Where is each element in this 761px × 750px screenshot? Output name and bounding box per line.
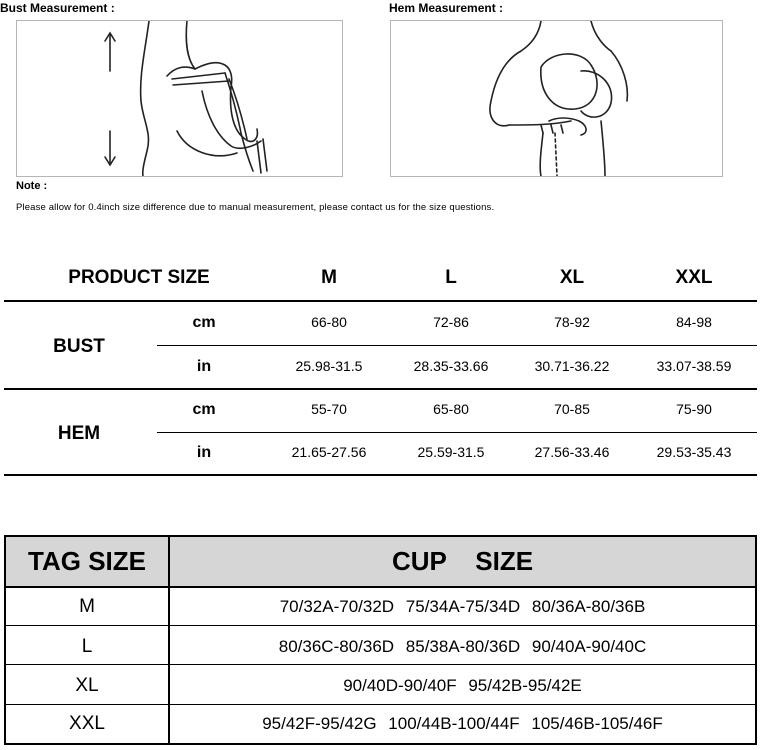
size-header-l: L bbox=[445, 267, 457, 288]
tag-size-cell: XXL bbox=[69, 713, 105, 734]
product-size-table bbox=[4, 252, 757, 478]
table-cell: 21.65-27.56 bbox=[291, 444, 367, 460]
table-cell: 65-80 bbox=[433, 401, 469, 417]
table-cell: 30.71-36.22 bbox=[534, 358, 610, 374]
cup-size-cell: 80/36C-80/36D 85/38A-80/36D 90/40A-90/40C bbox=[278, 637, 647, 656]
unit-label: in bbox=[196, 444, 212, 461]
hem-measurement-illustration bbox=[390, 20, 723, 177]
cup-size-table bbox=[4, 535, 757, 745]
table-cell: 33.07-38.59 bbox=[656, 358, 732, 374]
unit-label: in bbox=[196, 358, 212, 375]
table-cell: 72-86 bbox=[433, 314, 469, 330]
group-label-hem: HEM bbox=[57, 423, 101, 444]
bust-measurement-label: Bust Measurement : bbox=[0, 1, 115, 15]
cup-size-cell: 90/40D-90/40F 95/42B-95/42E bbox=[343, 676, 582, 695]
unit-label: cm bbox=[192, 314, 216, 331]
table-cell: 28.35-33.66 bbox=[413, 358, 489, 374]
table-cell: 70-85 bbox=[554, 401, 590, 417]
tag-size-cell: M bbox=[79, 596, 95, 617]
note-text: Please allow for 0.4inch size difference due to manual measurement, please contact us for the size questions. bbox=[16, 202, 495, 213]
cup-size-header: CUP SIZE bbox=[391, 546, 534, 576]
table-cell: 29.53-35.43 bbox=[656, 444, 732, 460]
table-cell: 55-70 bbox=[311, 401, 347, 417]
table-cell: 78-92 bbox=[554, 314, 590, 330]
vertical-arrow-icon bbox=[105, 33, 115, 165]
table-cell: 75-90 bbox=[676, 401, 712, 417]
cup-size-cell: 70/32A-70/32D 75/34A-75/34D 80/36A-80/36B bbox=[279, 597, 646, 616]
product-size-header: PRODUCT SIZE bbox=[68, 267, 210, 288]
note-title: Note : bbox=[16, 180, 48, 192]
table-cell: 27.56-33.46 bbox=[534, 444, 610, 460]
unit-label: cm bbox=[192, 401, 216, 418]
tag-size-cell: XL bbox=[75, 675, 99, 696]
table-cell: 66-80 bbox=[311, 314, 347, 330]
hem-measurement-label: Hem Measurement : bbox=[389, 1, 504, 15]
tag-size-cell: L bbox=[81, 636, 93, 657]
table-cell: 84-98 bbox=[676, 314, 712, 330]
bust-measurement-illustration bbox=[16, 20, 343, 177]
group-label-bust: BUST bbox=[53, 336, 105, 357]
size-header-m: M bbox=[321, 267, 337, 288]
cup-size-cell: 95/42F-95/42G 100/44B-100/44F 105/46B-105/46F bbox=[262, 714, 663, 733]
table-cell: 25.59-31.5 bbox=[417, 444, 485, 460]
size-header-xl: XL bbox=[559, 267, 585, 288]
tag-size-header: TAG SIZE bbox=[28, 546, 146, 576]
size-header-xxl: XXL bbox=[675, 267, 713, 288]
table-cell: 25.98-31.5 bbox=[295, 358, 363, 374]
